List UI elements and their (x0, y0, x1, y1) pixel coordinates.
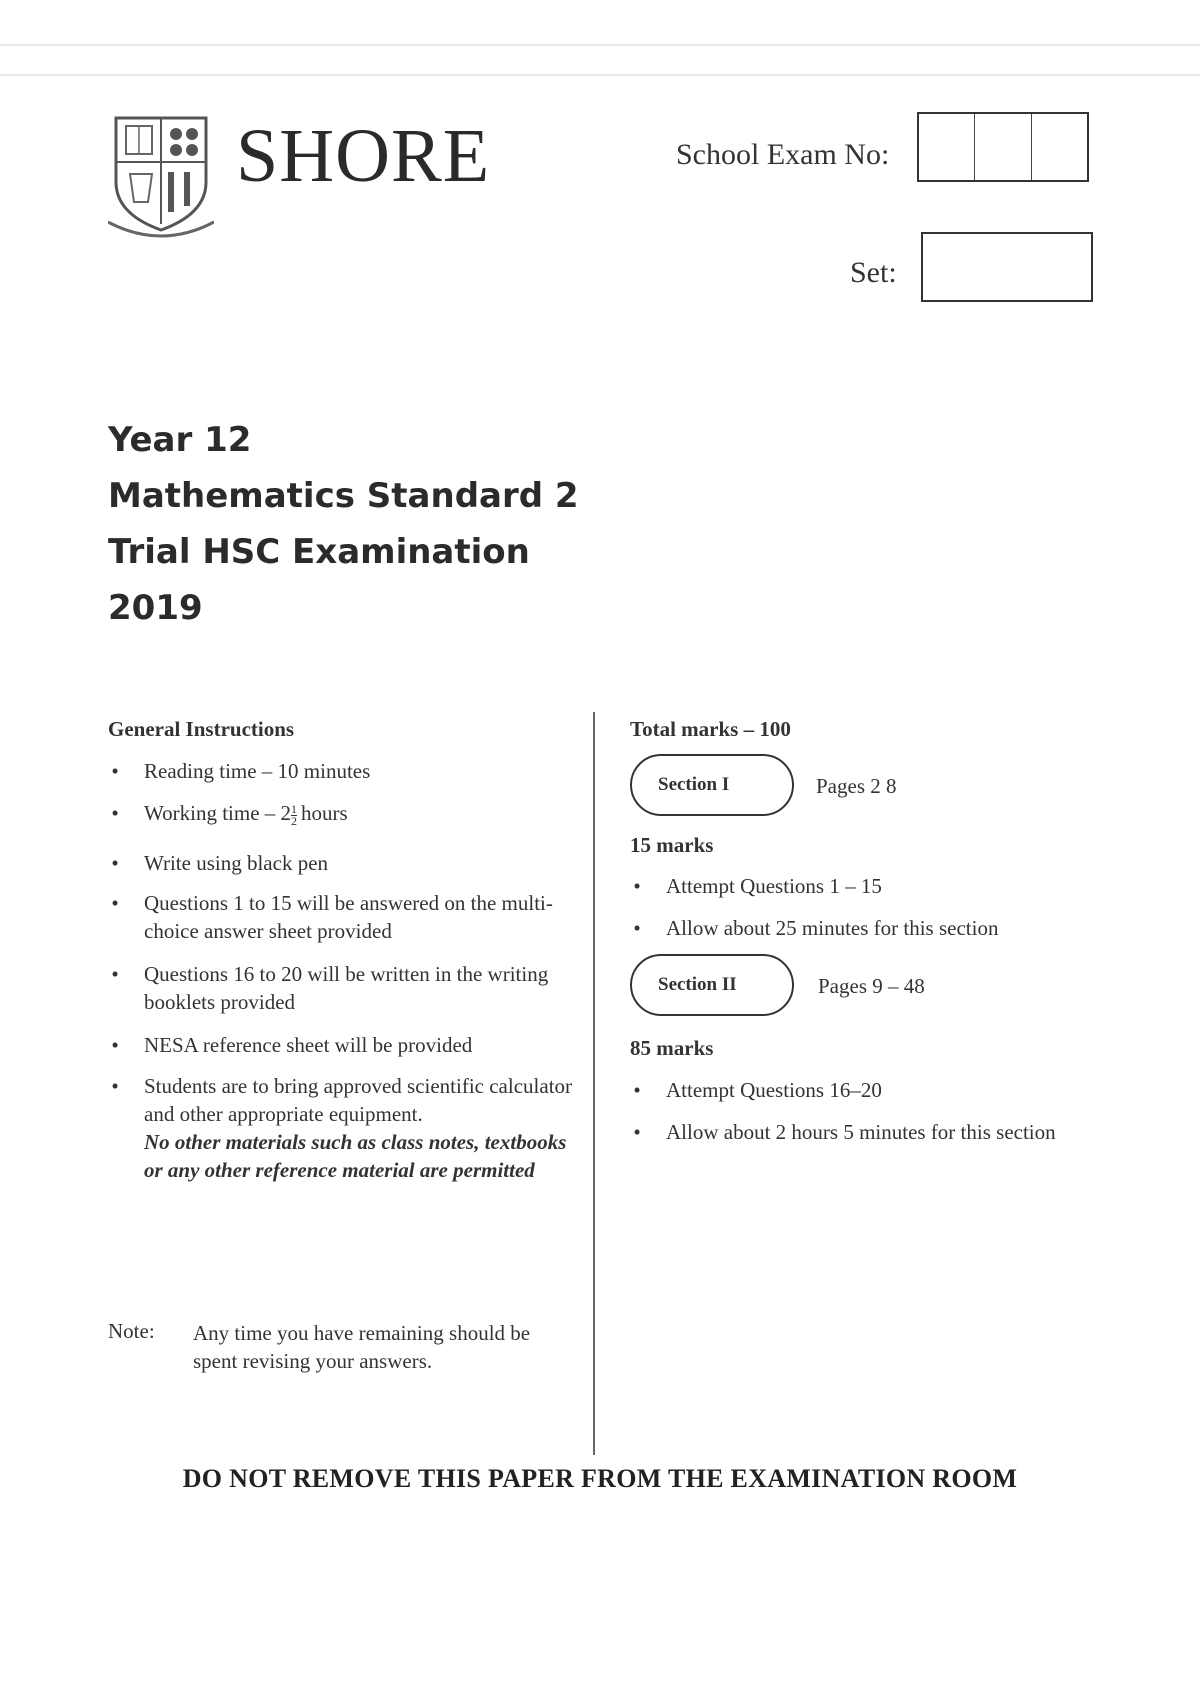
section-1-pages: Pages 2 8 (816, 774, 897, 798)
section-2-label: Section II (630, 954, 794, 1016)
bullet-icon: • (111, 801, 119, 825)
section-2-pages: Pages 9 – 48 (818, 974, 925, 998)
title-year: Year 12 (108, 420, 252, 460)
exam-title (108, 412, 579, 636)
bullet-icon: • (111, 1074, 119, 1098)
list-item: • NESA reference sheet will be provided (108, 1031, 578, 1059)
list-item: • Allow about 2 hours 5 minutes for this section (630, 1118, 1070, 1146)
bullet-icon: • (111, 962, 119, 986)
title-exam-year: 2019 (108, 588, 203, 628)
exam-no-cell[interactable] (919, 114, 975, 180)
school-name: SHORE (236, 114, 491, 198)
bullet-icon: • (633, 874, 641, 898)
fraction: $\frac{1}{2}$ (291, 801, 298, 828)
scan-edge-second (0, 74, 1200, 76)
bullet-icon: • (111, 759, 119, 783)
total-marks: Total marks – 100 (630, 717, 791, 741)
bullet-icon: • (633, 1120, 641, 1144)
restriction-note: No other materials such as class notes, textbooks or any other reference material are permitted (144, 1130, 567, 1182)
exam-no-input[interactable] (917, 112, 1089, 182)
title-subject: Mathematics Standard 2 (108, 476, 579, 516)
exam-no-label: School Exam No: (676, 138, 890, 171)
list-item: • Attempt Questions 16–20 (630, 1076, 1070, 1104)
bullet-icon: • (111, 851, 119, 875)
note-label: Note: (108, 1319, 155, 1343)
exam-no-cell[interactable] (975, 114, 1031, 180)
list-item: • Write using black pen (108, 849, 578, 877)
bullet-icon: • (633, 916, 641, 940)
section-1-label: Section I (630, 754, 794, 816)
general-instructions-heading: General Instructions (108, 717, 295, 741)
scan-edge-top (0, 44, 1200, 46)
list-item: • Questions 1 to 15 will be answered on the multi-choice answer sheet provided (108, 889, 578, 945)
bullet-icon: • (111, 1033, 119, 1057)
column-divider (593, 712, 595, 1455)
list-item: • Attempt Questions 1 – 15 (630, 872, 1070, 900)
list-item: • Reading time – 10 minutes (108, 757, 578, 785)
note-text: Any time you have remaining should be spent revising your answers. (193, 1321, 531, 1373)
section-1-marks: 15 marks (630, 833, 714, 857)
set-label: Set: (850, 256, 897, 289)
bullet-icon: • (111, 891, 119, 915)
list-item: • Questions 16 to 20 will be written in the writing booklets provided (108, 960, 578, 1016)
school-crest-logo (108, 112, 214, 240)
section-2-marks: 85 marks (630, 1036, 714, 1060)
exam-no-cell[interactable] (1032, 114, 1087, 180)
list-item: • Working time – 2 $\frac{1}{2}$ hours (108, 799, 578, 827)
bullet-icon: • (633, 1078, 641, 1102)
title-exam: Trial HSC Examination (108, 532, 530, 572)
set-input[interactable] (921, 232, 1093, 302)
list-item: • Students are to bring approved scientific calculator and other appropriate equipment. No other materials such as class notes, textbooks or any other reference material are permitted (108, 1072, 578, 1184)
list-item: • Allow about 25 minutes for this section (630, 914, 1070, 942)
footer-notice: DO NOT REMOVE THIS PAPER FROM THE EXAMINATION ROOM (182, 1464, 1018, 1493)
